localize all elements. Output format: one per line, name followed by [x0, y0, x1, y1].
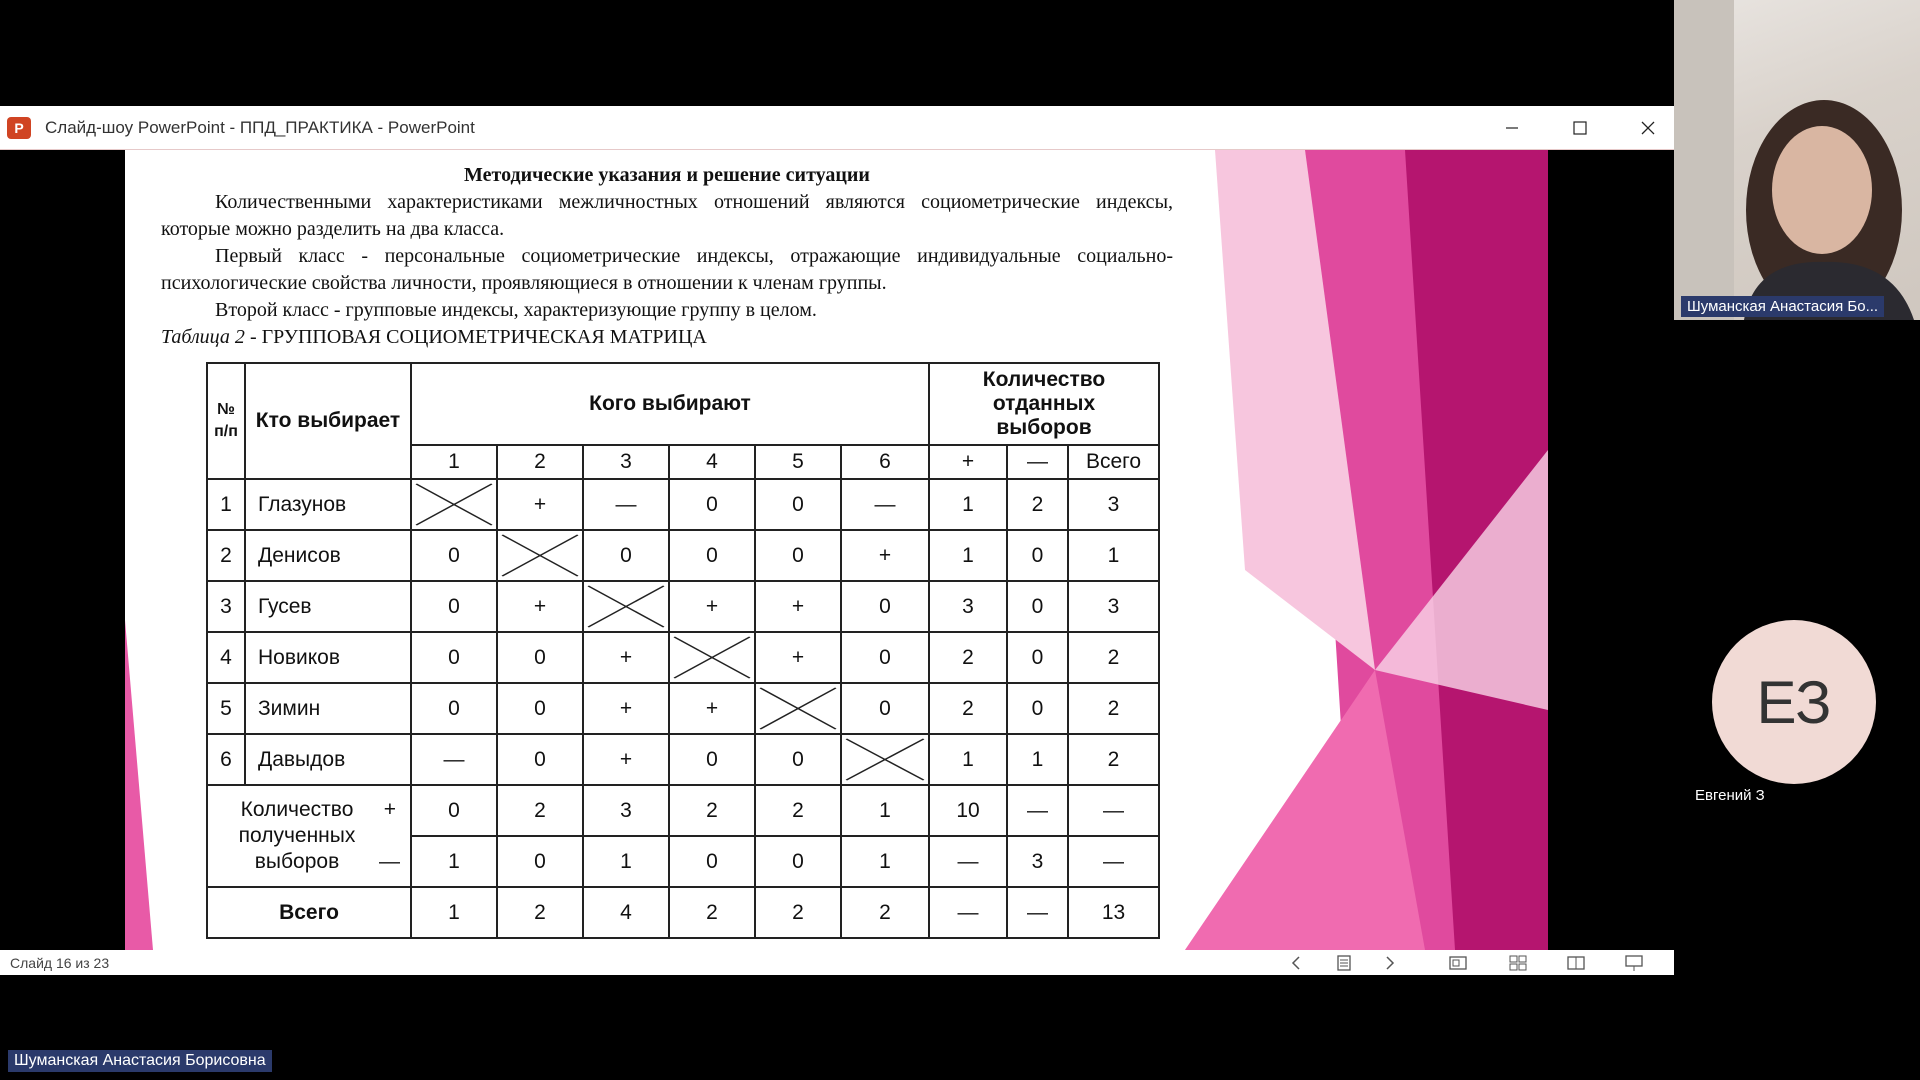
subheader-cell: Всего [1068, 445, 1159, 479]
table-cell: 0 [497, 836, 583, 887]
subheader-cell: 3 [583, 445, 669, 479]
table-cell: 2 [497, 887, 583, 938]
speaker-video-tile[interactable] [1674, 0, 1920, 320]
table-cell: 0 [411, 683, 497, 734]
table-cell: 0 [755, 836, 841, 887]
table-cell: 1 [411, 836, 497, 887]
table-cell: — [1068, 836, 1159, 887]
table-row [207, 530, 1159, 581]
table-cell: 3 [1068, 479, 1159, 530]
received-label-cell [207, 785, 411, 887]
total-row [207, 887, 1159, 938]
table-cell: 0 [755, 734, 841, 785]
table-cell: 1 [583, 836, 669, 887]
self-choice-cell [755, 683, 841, 734]
table-cell: 2 [1068, 683, 1159, 734]
table-cell: 3 [583, 785, 669, 836]
chevron-left-icon [1289, 955, 1303, 971]
table-cell: 2 [669, 887, 755, 938]
table-cell: 2 [1068, 632, 1159, 683]
sociometric-matrix-table [206, 362, 1160, 939]
table-cell: 1 [841, 785, 929, 836]
table-cell: 1 [1007, 734, 1068, 785]
table-cell: 0 [1007, 632, 1068, 683]
table-cell: + [669, 581, 755, 632]
table-cell: 2 [929, 683, 1007, 734]
diagonal-cross-icon [670, 633, 754, 682]
subheader-cell: — [1007, 445, 1068, 479]
table-cell: + [841, 530, 929, 581]
self-choice-cell [497, 530, 583, 581]
table-cell: 10 [929, 785, 1007, 836]
table-cell: 4 [583, 887, 669, 938]
powerpoint-icon: P [7, 117, 31, 139]
speaker-name-label: Шуманская Анастасия Бо... [1681, 296, 1884, 317]
row-name: Глазунов [245, 479, 411, 530]
table-cell: + [669, 683, 755, 734]
subheader-cell: 4 [669, 445, 755, 479]
table-cell: — [1007, 785, 1068, 836]
subheader-cell: + [929, 445, 1007, 479]
powerpoint-window [0, 106, 1674, 975]
table-cell: 2 [1007, 479, 1068, 530]
table-cell: 2 [841, 887, 929, 938]
header-whom: Кого выбирают [411, 363, 929, 445]
self-choice-cell [583, 581, 669, 632]
table-cell: — [929, 887, 1007, 938]
table-cell: 0 [411, 530, 497, 581]
table-cell: 2 [497, 785, 583, 836]
close-icon [1641, 121, 1655, 135]
slide-heading: Методические указания и решение ситуации [464, 164, 870, 186]
table-cell: 0 [411, 785, 497, 836]
reading-view-button[interactable] [1562, 952, 1590, 974]
table-cell: 0 [669, 836, 755, 887]
row-number: 1 [207, 479, 245, 530]
table-cell: + [497, 479, 583, 530]
table-cell: 1 [929, 734, 1007, 785]
slide-text-block [161, 162, 1173, 351]
table-caption-title: - ГРУППОВАЯ СОЦИОМЕТРИЧЕСКАЯ МАТРИЦА [244, 326, 707, 348]
self-choice-cell [669, 632, 755, 683]
received-minus-sign: — [379, 850, 400, 873]
table-cell: 2 [1068, 734, 1159, 785]
table-cell: 1 [841, 836, 929, 887]
table-cell: + [583, 632, 669, 683]
table-cell: 0 [669, 479, 755, 530]
table-row [207, 581, 1159, 632]
normal-view-button[interactable] [1444, 952, 1472, 974]
title-bar[interactable] [0, 106, 1674, 150]
table-cell: 13 [1068, 887, 1159, 938]
slide-sorter-button[interactable] [1504, 952, 1532, 974]
table-cell: 0 [1007, 581, 1068, 632]
header-who: Кто выбирает [245, 363, 411, 479]
grid-icon [1508, 954, 1528, 972]
row-number: 5 [207, 683, 245, 734]
table-cell: — [1068, 785, 1159, 836]
total-label: Всего [207, 887, 411, 938]
table-row [207, 632, 1159, 683]
paragraph-3: Второй класс - групповые индексы, характеризующие группу в целом. [215, 299, 817, 321]
table-cell: + [583, 683, 669, 734]
previous-slide-button[interactable] [1282, 952, 1310, 974]
received-plus-row [207, 785, 1159, 836]
slide-counter: Слайд 16 из 23 [10, 954, 110, 971]
table-cell: — [1007, 887, 1068, 938]
table-cell: 0 [755, 530, 841, 581]
participant-avatar[interactable]: ЕЗ [1712, 620, 1876, 784]
table-row [207, 683, 1159, 734]
table-cell: 0 [1007, 683, 1068, 734]
table-cell: 3 [1068, 581, 1159, 632]
maximize-button[interactable] [1550, 106, 1610, 150]
subheader-cell: 6 [841, 445, 929, 479]
table-cell: 0 [411, 581, 497, 632]
diagonal-cross-icon [498, 531, 582, 580]
table-cell: 3 [1007, 836, 1068, 887]
table-cell: 1 [929, 530, 1007, 581]
presentation-icon [1624, 954, 1644, 972]
received-plus-sign: + [383, 798, 396, 821]
header-row [207, 363, 1159, 445]
table-row [207, 734, 1159, 785]
paragraph-2: Первый класс - персональные социометрические индексы, отражающие индивидуальные социально-психологические свойства личности, проявляющиеся в отношении к членам группы. [161, 245, 1173, 294]
slideshow-button[interactable] [1620, 952, 1648, 974]
header-count: Количество отданных выборов [929, 363, 1159, 445]
table-cell: — [583, 479, 669, 530]
table-row [207, 479, 1159, 530]
self-choice-cell [411, 479, 497, 530]
minimize-icon [1505, 121, 1519, 135]
diagonal-cross-icon [756, 684, 840, 733]
table-cell: 0 [841, 581, 929, 632]
row-name: Новиков [245, 632, 411, 683]
speaker-video [1674, 0, 1920, 320]
table-cell: 0 [841, 632, 929, 683]
row-number: 3 [207, 581, 245, 632]
table-cell: 0 [755, 479, 841, 530]
paragraph-1: Количественными характеристиками межличностных отношений являются социометрические индексы, которые можно разделить на два класса. [161, 191, 1173, 240]
table-cell: — [411, 734, 497, 785]
row-name: Зимин [245, 683, 411, 734]
table-cell: 0 [497, 683, 583, 734]
table-cell: 2 [929, 632, 1007, 683]
table-cell: + [583, 734, 669, 785]
table-cell: 0 [497, 632, 583, 683]
diagonal-cross-icon [584, 582, 668, 631]
self-choice-cell [841, 734, 929, 785]
row-number: 4 [207, 632, 245, 683]
status-bar [0, 950, 1674, 975]
book-icon [1566, 954, 1586, 972]
diagonal-cross-icon [842, 735, 928, 784]
diagonal-cross-icon [412, 480, 496, 529]
participant-name: Евгений З [1695, 787, 1765, 804]
table-caption [161, 324, 1173, 351]
slide-list-icon [1335, 954, 1353, 972]
table-cell: 0 [497, 734, 583, 785]
normal-view-icon [1448, 954, 1468, 972]
table-cell: 0 [669, 734, 755, 785]
received-label: Количество полученных выборов [238, 798, 356, 873]
row-name: Давыдов [245, 734, 411, 785]
row-name: Денисов [245, 530, 411, 581]
subheader-cell: 1 [411, 445, 497, 479]
table-cell: 0 [841, 683, 929, 734]
table-caption-label: Таблица 2 [161, 326, 245, 348]
chevron-right-icon [1383, 955, 1397, 971]
table-cell: 0 [583, 530, 669, 581]
table-cell: 2 [755, 887, 841, 938]
window-title: Слайд-шоу PowerPoint - ППД_ПРАКТИКА - PowerPoint [45, 117, 475, 137]
slide[interactable] [125, 150, 1548, 950]
table-cell: 0 [669, 530, 755, 581]
close-button[interactable] [1618, 106, 1678, 150]
table-cell: 2 [755, 785, 841, 836]
table-cell: 1 [929, 479, 1007, 530]
row-number: 6 [207, 734, 245, 785]
slide-menu-button[interactable] [1330, 952, 1358, 974]
subheader-cell: 5 [755, 445, 841, 479]
subheader-cell: 2 [497, 445, 583, 479]
presenter-name-label: Шуманская Анастасия Борисовна [8, 1050, 272, 1072]
next-slide-button[interactable] [1376, 952, 1404, 974]
header-num: № п/п [207, 363, 245, 479]
minimize-button[interactable] [1482, 106, 1542, 150]
table-cell: 1 [1068, 530, 1159, 581]
table-cell: + [755, 581, 841, 632]
table-cell: — [841, 479, 929, 530]
row-name: Гусев [245, 581, 411, 632]
table-cell: 2 [669, 785, 755, 836]
maximize-icon [1573, 121, 1587, 135]
table-cell: 3 [929, 581, 1007, 632]
row-number: 2 [207, 530, 245, 581]
table-cell: 0 [411, 632, 497, 683]
table-cell: + [755, 632, 841, 683]
table-cell: — [929, 836, 1007, 887]
table-cell: 1 [411, 887, 497, 938]
table-cell: + [497, 581, 583, 632]
table-cell: 0 [1007, 530, 1068, 581]
